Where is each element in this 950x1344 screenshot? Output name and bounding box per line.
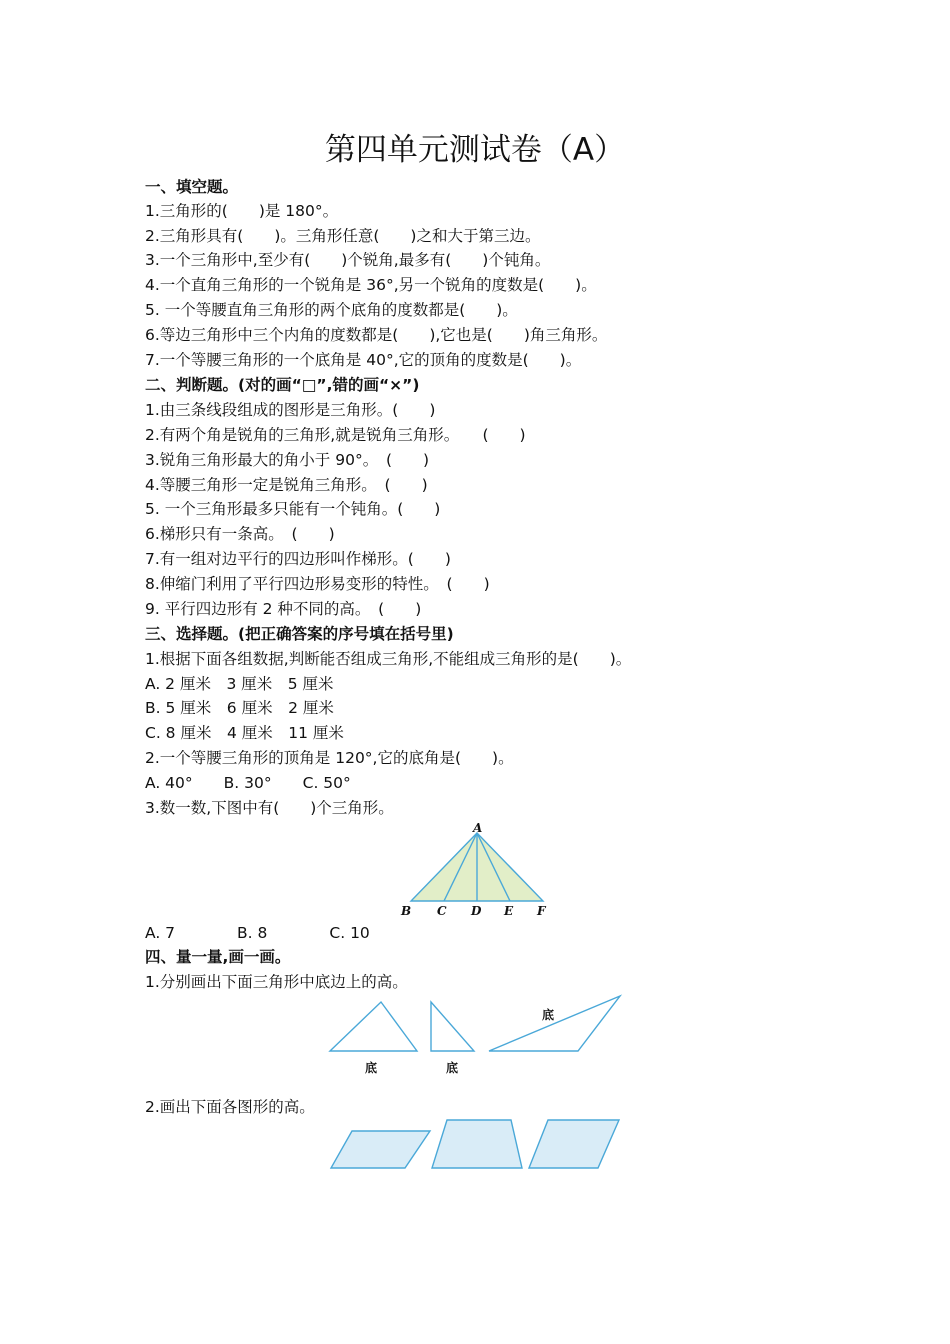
triangle-1	[330, 1002, 417, 1051]
choice-question-3-options: A. 7 B. 8 C. 10	[145, 924, 370, 942]
trapezoid	[432, 1120, 522, 1168]
triangles-figure	[320, 990, 630, 1085]
fill-question-7: 7.一个等腰三角形的一个底角是 40°,它的顶角的度数是( )。	[145, 351, 582, 369]
judge-question-3: 3.锐角三角形最大的角小于 90°。 ( )	[145, 451, 430, 469]
page-title: 第四单元测试卷（A）	[324, 132, 626, 168]
quadrilaterals-figure	[325, 1112, 625, 1174]
parallelogram-2	[529, 1120, 619, 1168]
draw-question-2: 2.画出下面各图形的高。	[145, 1098, 315, 1116]
base-label-3: 底	[542, 1008, 555, 1022]
section2-heading: 二、判断题。(对的画“□”,错的画“×”)	[145, 376, 420, 394]
label-f: F	[537, 904, 546, 918]
triangle-count-figure	[395, 820, 560, 920]
label-c: C	[437, 904, 447, 918]
choice-option-b: B. 5 厘米 6 厘米 2 厘米	[145, 699, 334, 717]
choice-question-2-options: A. 40° B. 30° C. 50°	[145, 774, 351, 792]
section4-heading: 四、量一量,画一画。	[145, 948, 291, 966]
label-d: D	[471, 904, 482, 918]
triangle-3	[489, 996, 620, 1051]
choice-option-c: C. 8 厘米 4 厘米 11 厘米	[145, 724, 344, 742]
judge-question-9: 9. 平行四边形有 2 种不同的高。 ( )	[145, 600, 422, 618]
draw-question-1: 1.分别画出下面三角形中底边上的高。	[145, 973, 408, 991]
fill-question-4: 4.一个直角三角形的一个锐角是 36°,另一个锐角的度数是( )。	[145, 276, 597, 294]
choice-option-a: A. 2 厘米 3 厘米 5 厘米	[145, 675, 334, 693]
section1-heading: 一、填空题。	[145, 178, 239, 196]
judge-question-5: 5. 一个三角形最多只能有一个钝角。( )	[145, 500, 441, 518]
fill-question-5: 5. 一个等腰直角三角形的两个底角的度数都是( )。	[145, 301, 518, 319]
label-a: A	[473, 821, 483, 835]
judge-question-6: 6.梯形只有一条高。 ( )	[145, 525, 335, 543]
base-label-1: 底	[365, 1061, 378, 1075]
fill-question-6: 6.等边三角形中三个内角的度数都是( ),它也是( )角三角形。	[145, 326, 608, 344]
judge-question-4: 4.等腰三角形一定是锐角三角形。 ( )	[145, 476, 428, 494]
choice-question-3: 3.数一数,下图中有( )个三角形。	[145, 799, 394, 817]
choice-question-1: 1.根据下面各组数据,判断能否组成三角形,不能组成三角形的是( )。	[145, 650, 632, 668]
triangle-2	[431, 1002, 474, 1051]
fill-question-2: 2.三角形具有( )。三角形任意( )之和大于第三边。	[145, 227, 541, 245]
fill-question-3: 3.一个三角形中,至少有( )个锐角,最多有( )个钝角。	[145, 251, 551, 269]
label-e: E	[504, 904, 514, 918]
fill-question-1: 1.三角形的( )是 180°。	[145, 202, 339, 220]
label-b: B	[401, 904, 412, 918]
judge-question-1: 1.由三条线段组成的图形是三角形。( )	[145, 401, 436, 419]
judge-question-8: 8.伸缩门利用了平行四边形易变形的特性。 ( )	[145, 575, 490, 593]
parallelogram-1	[331, 1131, 430, 1168]
judge-question-2: 2.有两个角是锐角的三角形,就是锐角三角形。 ( )	[145, 426, 526, 444]
choice-question-2: 2.一个等腰三角形的顶角是 120°,它的底角是( )。	[145, 749, 514, 767]
section3-heading: 三、选择题。(把正确答案的序号填在括号里)	[145, 625, 454, 643]
base-label-2: 底	[446, 1061, 459, 1075]
judge-question-7: 7.有一组对边平行的四边形叫作梯形。( )	[145, 550, 451, 568]
